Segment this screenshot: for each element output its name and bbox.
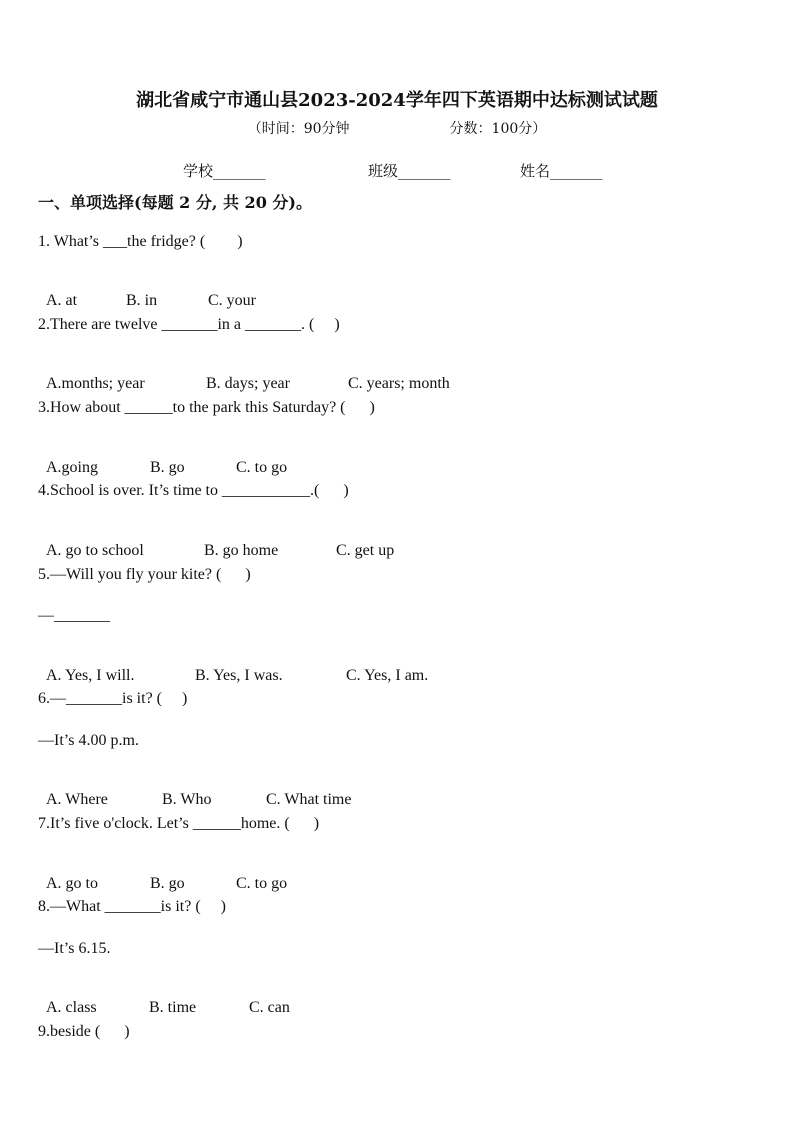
exam-meta [0, 118, 794, 138]
options-8 [38, 981, 290, 1017]
option-c: C. can [249, 999, 290, 1016]
option-b: B. go home [204, 542, 279, 559]
option-b: B. go [150, 875, 185, 892]
name-field: 姓名_______ [520, 162, 603, 180]
option-c: C. get up [336, 542, 395, 559]
option-a: A. class [46, 999, 97, 1016]
question-1: 1. What’s ___the fridge? ( ) [38, 233, 243, 250]
option-c: C. your [208, 292, 256, 309]
option-a: A. Where [46, 791, 108, 808]
question-7: 7.It’s five o'clock. Let’s ______home. ( ) [38, 815, 320, 832]
question-2: 2.There are twelve _______in a _______. ( ) [38, 316, 340, 333]
time-limit: （时间：90分钟 [247, 121, 350, 137]
option-a: A.months; year [46, 375, 145, 392]
option-c: C. to go [236, 875, 288, 892]
option-b: B. go [150, 459, 185, 476]
option-b: B. time [149, 999, 197, 1016]
option-a: A. go to [46, 875, 98, 892]
option-c: C. What time [266, 791, 352, 808]
option-b: B. Who [162, 791, 212, 808]
question-9: 9.beside ( ) [38, 1023, 130, 1040]
options-6 [38, 773, 351, 809]
option-a: A. Yes, I will. [46, 667, 135, 684]
options-4 [38, 524, 394, 560]
school-field: 学校_______ [183, 162, 266, 180]
question-6: 6.—_______is it? ( ) [38, 690, 188, 707]
question-5: 5.—Will you fly your kite? ( ) [38, 566, 251, 583]
option-b: B. in [126, 292, 158, 309]
question-4: 4.School is over. It’s time to ___________.( ) [38, 482, 349, 499]
section-heading: 一、单项选择(每题 2 分, 共 20 分)。 [38, 193, 312, 212]
option-a: A. go to school [46, 542, 144, 559]
class-field: 班级_______ [368, 162, 451, 180]
option-a: A.going [46, 459, 98, 476]
options-7 [38, 857, 287, 893]
option-c: C. to go [236, 459, 288, 476]
option-c: C. Yes, I am. [346, 667, 429, 684]
option-b: B. Yes, I was. [195, 667, 283, 684]
options-1 [38, 274, 256, 310]
question-8: 8.—What _______is it? ( ) [38, 898, 226, 915]
options-5 [38, 649, 428, 685]
answer-line-5: —_______ [38, 607, 110, 624]
option-b: B. days; year [206, 375, 290, 392]
answer-line-8: —It’s 6.15. [38, 940, 111, 957]
question-3: 3.How about ______to the park this Saturday? ( ) [38, 399, 375, 416]
options-2 [38, 357, 450, 393]
total-score: 分数：100分） [449, 121, 547, 137]
options-3 [38, 441, 287, 477]
option-a: A. at [46, 292, 78, 309]
page-title: 湖北省咸宁市通山县2023-2024学年四下英语期中达标测试试题 [136, 90, 658, 111]
option-c: C. years; month [348, 375, 450, 392]
answer-line-6: —It’s 4.00 p.m. [38, 732, 139, 749]
